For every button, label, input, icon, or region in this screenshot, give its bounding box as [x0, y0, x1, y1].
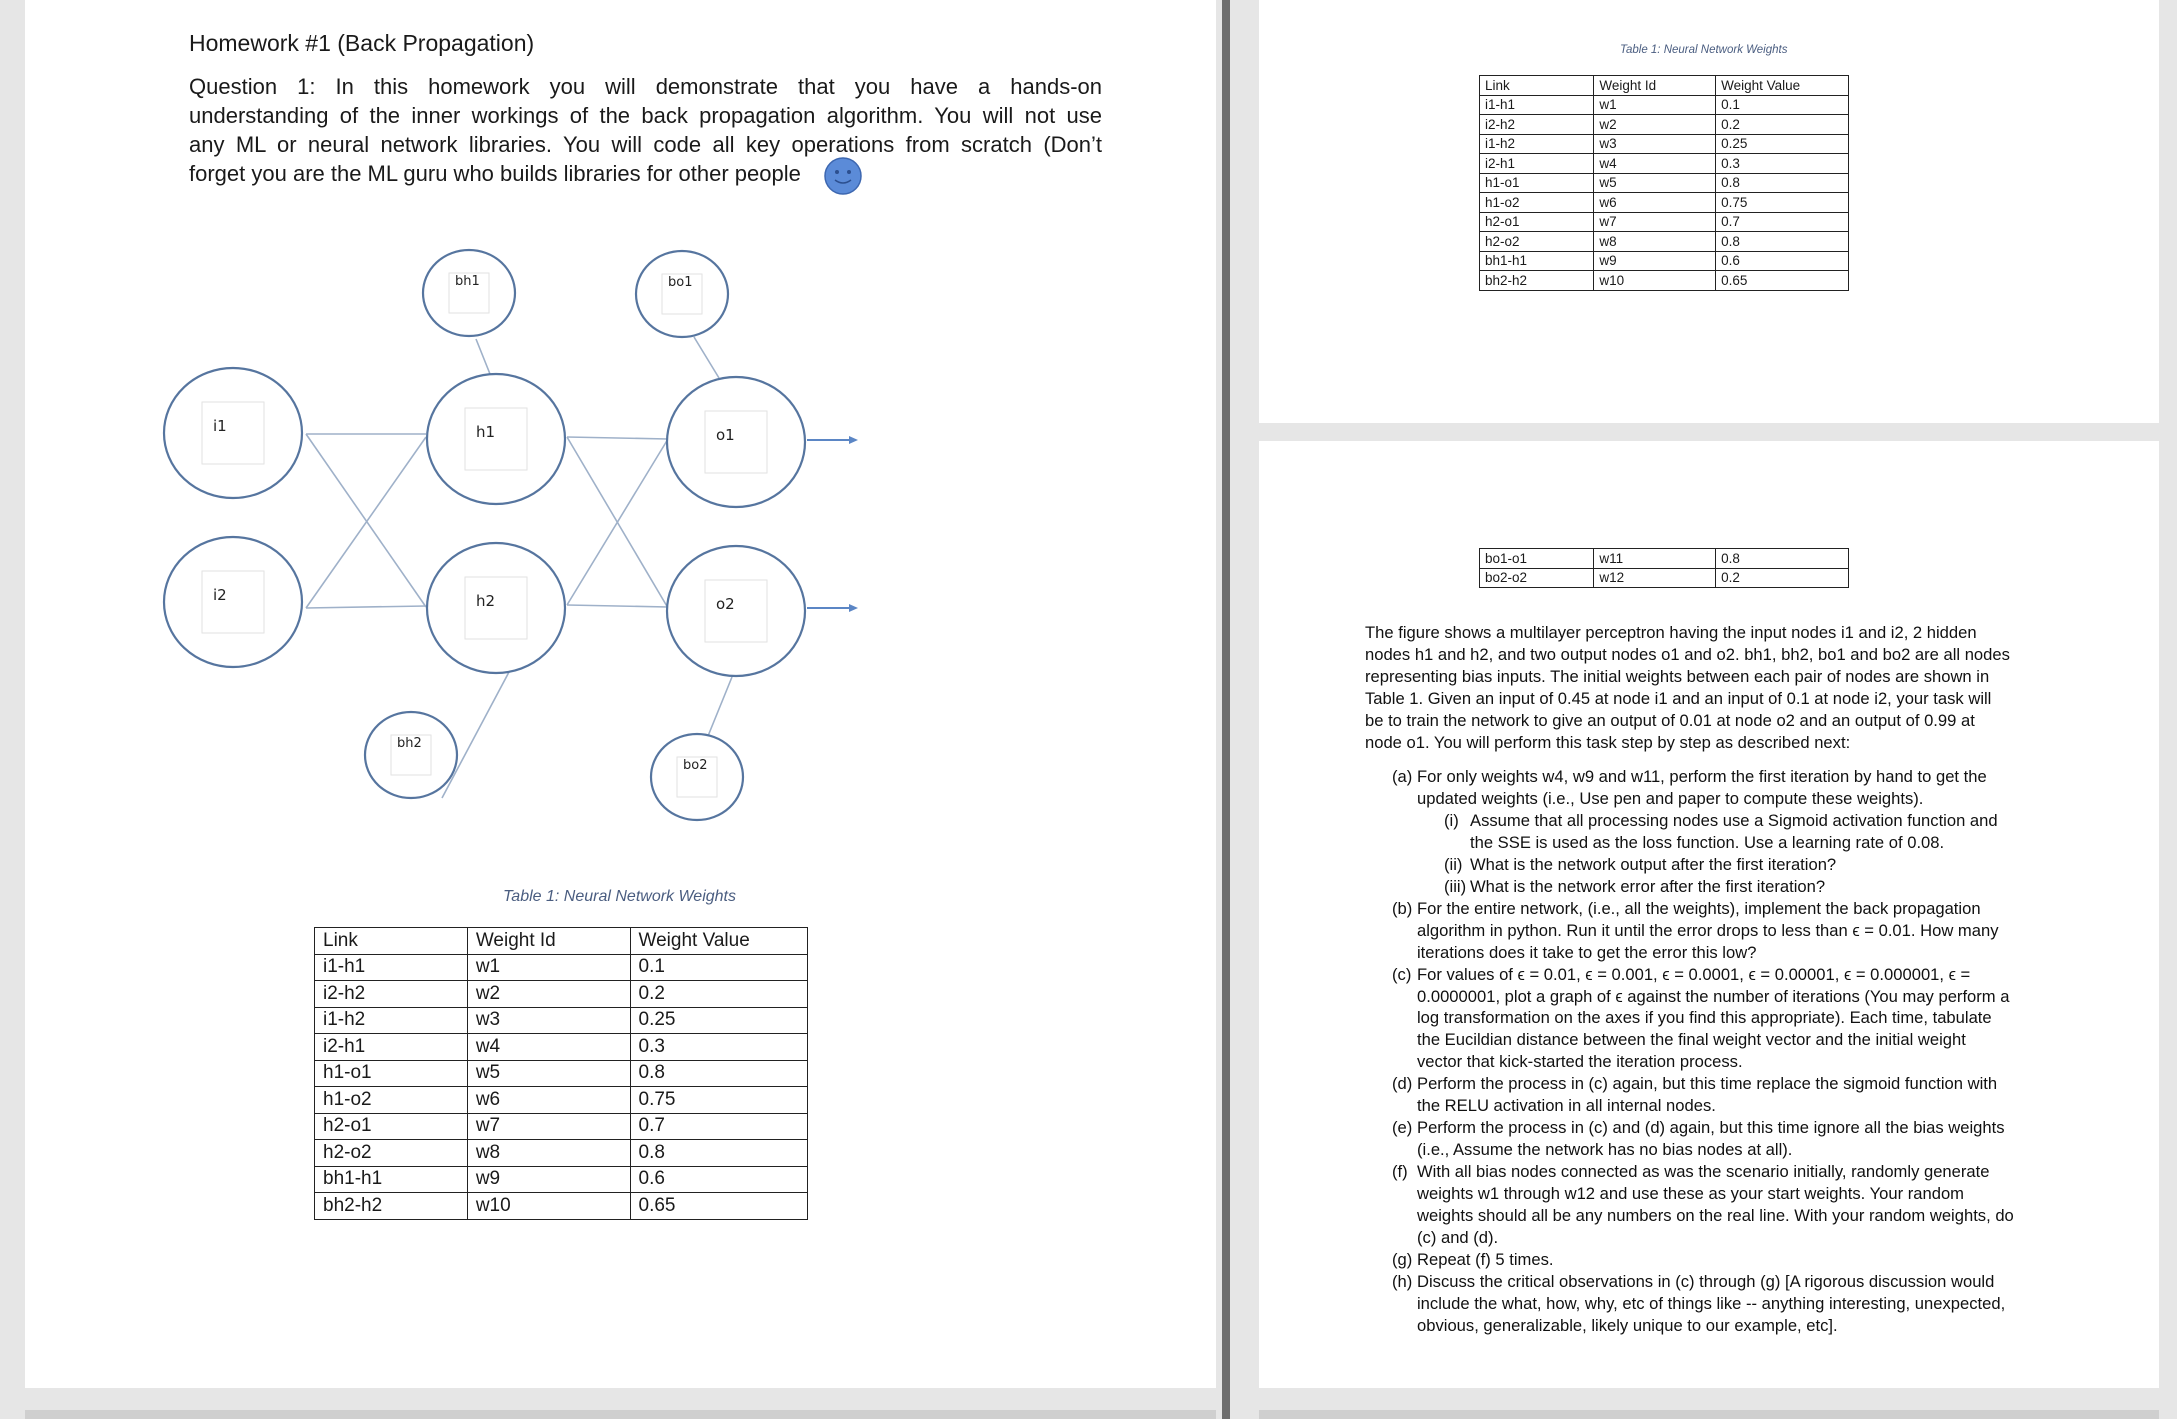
table-row — [1480, 193, 1849, 213]
node-bh1 — [423, 250, 515, 336]
list-item-line: Repeat (f) 5 times. — [1417, 1249, 1554, 1269]
table-cell: 0.2 — [1716, 115, 1849, 135]
homework-title: Homework #1 (Back Propagation) — [189, 30, 535, 56]
question-line: Question 1: In this homework you will demonstrate that you have a hands-on — [189, 74, 1102, 99]
table-cell: h2-o1 — [1480, 212, 1594, 232]
table-caption: Table 1: Neural Network Weights — [503, 888, 736, 905]
table-cell: 0.2 — [1716, 568, 1849, 588]
table-cell: bh1-h1 — [1480, 251, 1594, 271]
node-bh2 — [365, 712, 457, 798]
table-cell: w9 — [467, 1166, 630, 1193]
table-cell: h1-o1 — [1480, 173, 1594, 193]
node-bo2 — [651, 734, 743, 820]
connection-edge — [567, 437, 668, 439]
list-item-line: vector that kick-started the iteration process. — [1417, 1052, 1743, 1072]
table-row — [1480, 232, 1849, 252]
list-item-label: (a) — [1392, 767, 1413, 786]
list-item-line: With all bias nodes connected as was the scenario initially, randomly generate — [1417, 1162, 1990, 1182]
list-item-line: 0.0000001, plot a graph of ϵ against the number of iterations (You may perform a — [1417, 986, 2010, 1006]
right-document-page — [1259, 441, 2159, 1388]
table-cell: w9 — [1594, 251, 1716, 271]
list-item-label: (ii) — [1444, 854, 1463, 874]
node-label-bo1: bo1 — [668, 275, 693, 290]
table-cell: 0.7 — [630, 1113, 807, 1140]
table-cell: h1-o2 — [1480, 193, 1594, 213]
question-line: any ML or neural network libraries. You will code all key operations from scratch (Don’t — [189, 132, 1102, 157]
table-cell: w10 — [1594, 271, 1716, 291]
table-header-cell: Link — [1480, 76, 1594, 96]
list-item-label: (h) — [1392, 1271, 1413, 1291]
list-item-line: Perform the process in (c) again, but this time replace the sigmoid function with — [1417, 1074, 1998, 1094]
list-item-line: weights w1 through w12 and use these as your start weights. Your random — [1417, 1184, 1964, 1204]
table-row — [1480, 95, 1849, 115]
table-cell: w7 — [467, 1113, 630, 1140]
table-cell: w3 — [467, 1007, 630, 1034]
node-label-i1: i1 — [213, 417, 227, 435]
table-row — [1480, 568, 1849, 588]
node-label-o2: o2 — [716, 595, 735, 613]
table-cell: i1-h1 — [1480, 95, 1594, 115]
table-cell: 0.3 — [1716, 154, 1849, 174]
list-item-line: For the entire network, (i.e., all the weights), implement the back propagation — [1417, 898, 1981, 918]
table-row — [1480, 173, 1849, 193]
connection-edge — [476, 339, 490, 374]
table-cell: w6 — [467, 1087, 630, 1114]
list-item-label: (e) — [1392, 1118, 1413, 1138]
table-cell: w11 — [1594, 549, 1716, 569]
neural-network-diagram — [0, 0, 1216, 880]
list-item-line: algorithm in python. Run it until the error drops to less than ϵ = 0.01. How many — [1417, 920, 1999, 940]
table-cell: 0.6 — [630, 1166, 807, 1193]
node-label-bo2: bo2 — [683, 758, 708, 773]
table-cell: 0.8 — [630, 1140, 807, 1167]
table-row — [315, 1060, 808, 1087]
table-cell: bo1-o1 — [1480, 549, 1594, 569]
table-cell: w1 — [1594, 95, 1716, 115]
table-header-row — [1480, 76, 1849, 96]
table-cell: w5 — [1594, 173, 1716, 193]
table-cell: 0.75 — [1716, 193, 1849, 213]
node-label-bh2: bh2 — [397, 736, 422, 751]
table-row — [315, 1034, 808, 1061]
intro-line: node o1. You will perform this task step by step as described next: — [1365, 733, 1851, 752]
right-document-page-top — [1259, 0, 2159, 423]
question-line: understanding of the inner workings of the back propagation algorithm. You will not use — [189, 103, 1102, 128]
table-cell: i2-h2 — [315, 981, 468, 1008]
table-cell: w1 — [467, 954, 630, 981]
weights-table-continued — [1479, 548, 1849, 588]
list-item-line: What is the network output after the first iteration? — [1470, 854, 1837, 874]
list-item-line: Assume that all processing nodes use a Sigmoid activation function and — [1470, 810, 1998, 830]
table-cell: h2-o2 — [1480, 232, 1594, 252]
table-row — [315, 1166, 808, 1193]
table-header-cell: Weight Value — [630, 928, 807, 955]
table-cell: 0.8 — [1716, 173, 1849, 193]
table-cell: 0.6 — [1716, 251, 1849, 271]
list-item-line: iterations does it take to get the error this low? — [1417, 942, 1757, 962]
list-item-line: For values of ϵ = 0.01, ϵ = 0.001, ϵ = 0.0001, ϵ = 0.00001, ϵ = 0.000001, ϵ = — [1417, 964, 1971, 984]
node-o1 — [667, 377, 805, 507]
node-bo1 — [636, 251, 728, 337]
table-cell: w6 — [1594, 193, 1716, 213]
list-item-label: (g) — [1392, 1249, 1413, 1269]
arrow-head-icon — [849, 604, 858, 612]
table-row — [1480, 115, 1849, 135]
list-item-line: (i.e., Assume the network has no bias nodes at all). — [1417, 1140, 1793, 1160]
intro-line: be to train the network to give an output of 0.01 at node o2 and an output of 0.99 at — [1365, 711, 1975, 730]
table-cell: w12 — [1594, 568, 1716, 588]
table-cell: h1-o1 — [315, 1060, 468, 1087]
table-cell: i2-h1 — [1480, 154, 1594, 174]
table-cell: bh1-h1 — [315, 1166, 468, 1193]
table-header-cell: Link — [315, 928, 468, 955]
list-item-label: (b) — [1392, 898, 1413, 918]
table-row — [315, 981, 808, 1008]
table-cell: w4 — [467, 1034, 630, 1061]
table-cell: 0.25 — [630, 1007, 807, 1034]
intro-line: Table 1. Given an input of 0.45 at node i1 and an input of 0.1 at node i2, your task will — [1365, 689, 1992, 708]
table-cell: w7 — [1594, 212, 1716, 232]
table-cell: 0.2 — [630, 981, 807, 1008]
list-item-label: (d) — [1392, 1074, 1413, 1094]
table-cell: i1-h2 — [1480, 134, 1594, 154]
connection-edge — [567, 605, 668, 607]
arrow-head-icon — [849, 436, 858, 444]
node-h2 — [427, 543, 565, 673]
list-item-line: include the what, how, why, etc of things like -- anything interesting, unexpected, — [1417, 1293, 2006, 1313]
table-caption: Table 1: Neural Network Weights — [1620, 44, 1788, 56]
table-header-row — [315, 928, 808, 955]
table-row — [1480, 251, 1849, 271]
table-cell: 0.8 — [1716, 232, 1849, 252]
weights-table — [314, 927, 808, 1220]
list-item-line: the Eucildian distance between the final weight vector and the initial weight — [1417, 1030, 1966, 1050]
next-page-edge — [1259, 1410, 2159, 1419]
node-i1 — [164, 368, 302, 498]
table-row — [1480, 271, 1849, 291]
list-item-label: (f) — [1392, 1162, 1408, 1182]
node-i2 — [164, 537, 302, 667]
list-item-line: the RELU activation in all internal nodes. — [1417, 1096, 1716, 1116]
table-cell: 0.7 — [1716, 212, 1849, 232]
table-cell: 0.25 — [1716, 134, 1849, 154]
table-cell: bh2-h2 — [315, 1193, 468, 1220]
table-cell: i1-h1 — [315, 954, 468, 981]
list-item-line: What is the network error after the first iteration? — [1470, 876, 1826, 896]
table-row — [315, 1087, 808, 1114]
list-item-label: (iii) — [1444, 876, 1467, 896]
list-item-line: (c) and (d). — [1417, 1227, 1499, 1247]
next-page-edge — [25, 1410, 1216, 1419]
table-row — [315, 1113, 808, 1140]
table-row — [1480, 134, 1849, 154]
table-cell: w2 — [1594, 115, 1716, 135]
table-row — [1480, 212, 1849, 232]
connection-edge — [306, 606, 426, 608]
connection-edge — [694, 337, 719, 378]
table-cell: 0.8 — [1716, 549, 1849, 569]
table-row — [1480, 549, 1849, 569]
table-cell: 0.65 — [1716, 271, 1849, 291]
list-item-line: weights should all be any numbers on the real line. With your random weights, do — [1417, 1206, 2014, 1225]
table-cell: 0.8 — [630, 1060, 807, 1087]
node-label-h2: h2 — [476, 592, 496, 610]
table-cell: w3 — [1594, 134, 1716, 154]
list-item-label: (i) — [1444, 810, 1459, 830]
table-header-cell: Weight Value — [1716, 76, 1849, 96]
table-cell: i2-h1 — [315, 1034, 468, 1061]
connection-edge — [708, 677, 732, 736]
table-row — [315, 1007, 808, 1034]
table-cell: w8 — [467, 1140, 630, 1167]
question-line: forget you are the ML guru who builds libraries for other people — [189, 161, 801, 186]
table-cell: h2-o1 — [315, 1113, 468, 1140]
table-cell: 0.75 — [630, 1087, 807, 1114]
left-document-page — [25, 0, 1216, 1388]
table-cell: w5 — [467, 1060, 630, 1087]
list-item-line: Perform the process in (c) and (d) again, but this time ignore all the bias weights — [1417, 1118, 2005, 1138]
table-cell: w8 — [1594, 232, 1716, 252]
node-label-i2: i2 — [213, 586, 227, 604]
table-cell: bo2-o2 — [1480, 568, 1594, 588]
table-header-cell: Weight Id — [1594, 76, 1716, 96]
node-o2 — [667, 546, 805, 676]
table-row — [315, 954, 808, 981]
table-cell: 0.65 — [630, 1193, 807, 1220]
node-label-bh1: bh1 — [455, 274, 480, 289]
intro-line: representing bias inputs. The initial weights between each pair of nodes are shown in — [1365, 667, 1990, 686]
table-cell: 0.1 — [1716, 95, 1849, 115]
table-row — [1480, 154, 1849, 174]
intro-line: nodes h1 and h2, and two output nodes o1 and o2. bh1, bh2, bo1 and bo2 are all nodes — [1365, 645, 2010, 664]
table-cell: i1-h2 — [315, 1007, 468, 1034]
table-cell: w4 — [1594, 154, 1716, 174]
list-item-line: obvious, generalizable, likely unique to our example, etc]. — [1417, 1315, 1838, 1335]
list-item-line: the SSE is used as the loss function. Use a learning rate of 0.08. — [1470, 832, 1945, 852]
page-divider — [1222, 0, 1230, 1419]
table-row — [315, 1193, 808, 1220]
table-cell: w10 — [467, 1193, 630, 1220]
table-header-cell: Weight Id — [467, 928, 630, 955]
node-label-o1: o1 — [716, 426, 735, 444]
list-item-line: log transformation on the axes if you find this appropriate). Each time, tabulate — [1417, 1008, 1992, 1028]
list-item-line: updated weights (i.e., Use pen and paper to compute these weights). — [1417, 788, 1924, 808]
list-item-line: Discuss the critical observations in (c) through (g) [A rigorous discussion would — [1417, 1271, 1995, 1291]
table-cell: 0.1 — [630, 954, 807, 981]
table-cell: h1-o2 — [315, 1087, 468, 1114]
table-cell: w2 — [467, 981, 630, 1008]
table-cell: i2-h2 — [1480, 115, 1594, 135]
weights-table-small — [1479, 75, 1849, 291]
intro-line: The figure shows a multilayer perceptron having the input nodes i1 and i2, 2 hidden — [1365, 623, 1977, 642]
node-label-h1: h1 — [476, 423, 496, 441]
table-row — [315, 1140, 808, 1167]
node-h1 — [427, 374, 565, 504]
table-cell: h2-o2 — [315, 1140, 468, 1167]
list-item-label: (c) — [1392, 964, 1412, 984]
table-cell: 0.3 — [630, 1034, 807, 1061]
table-cell: bh2-h2 — [1480, 271, 1594, 291]
list-item-line: For only weights w4, w9 and w11, perform the first iteration by hand to get the — [1417, 767, 1987, 786]
